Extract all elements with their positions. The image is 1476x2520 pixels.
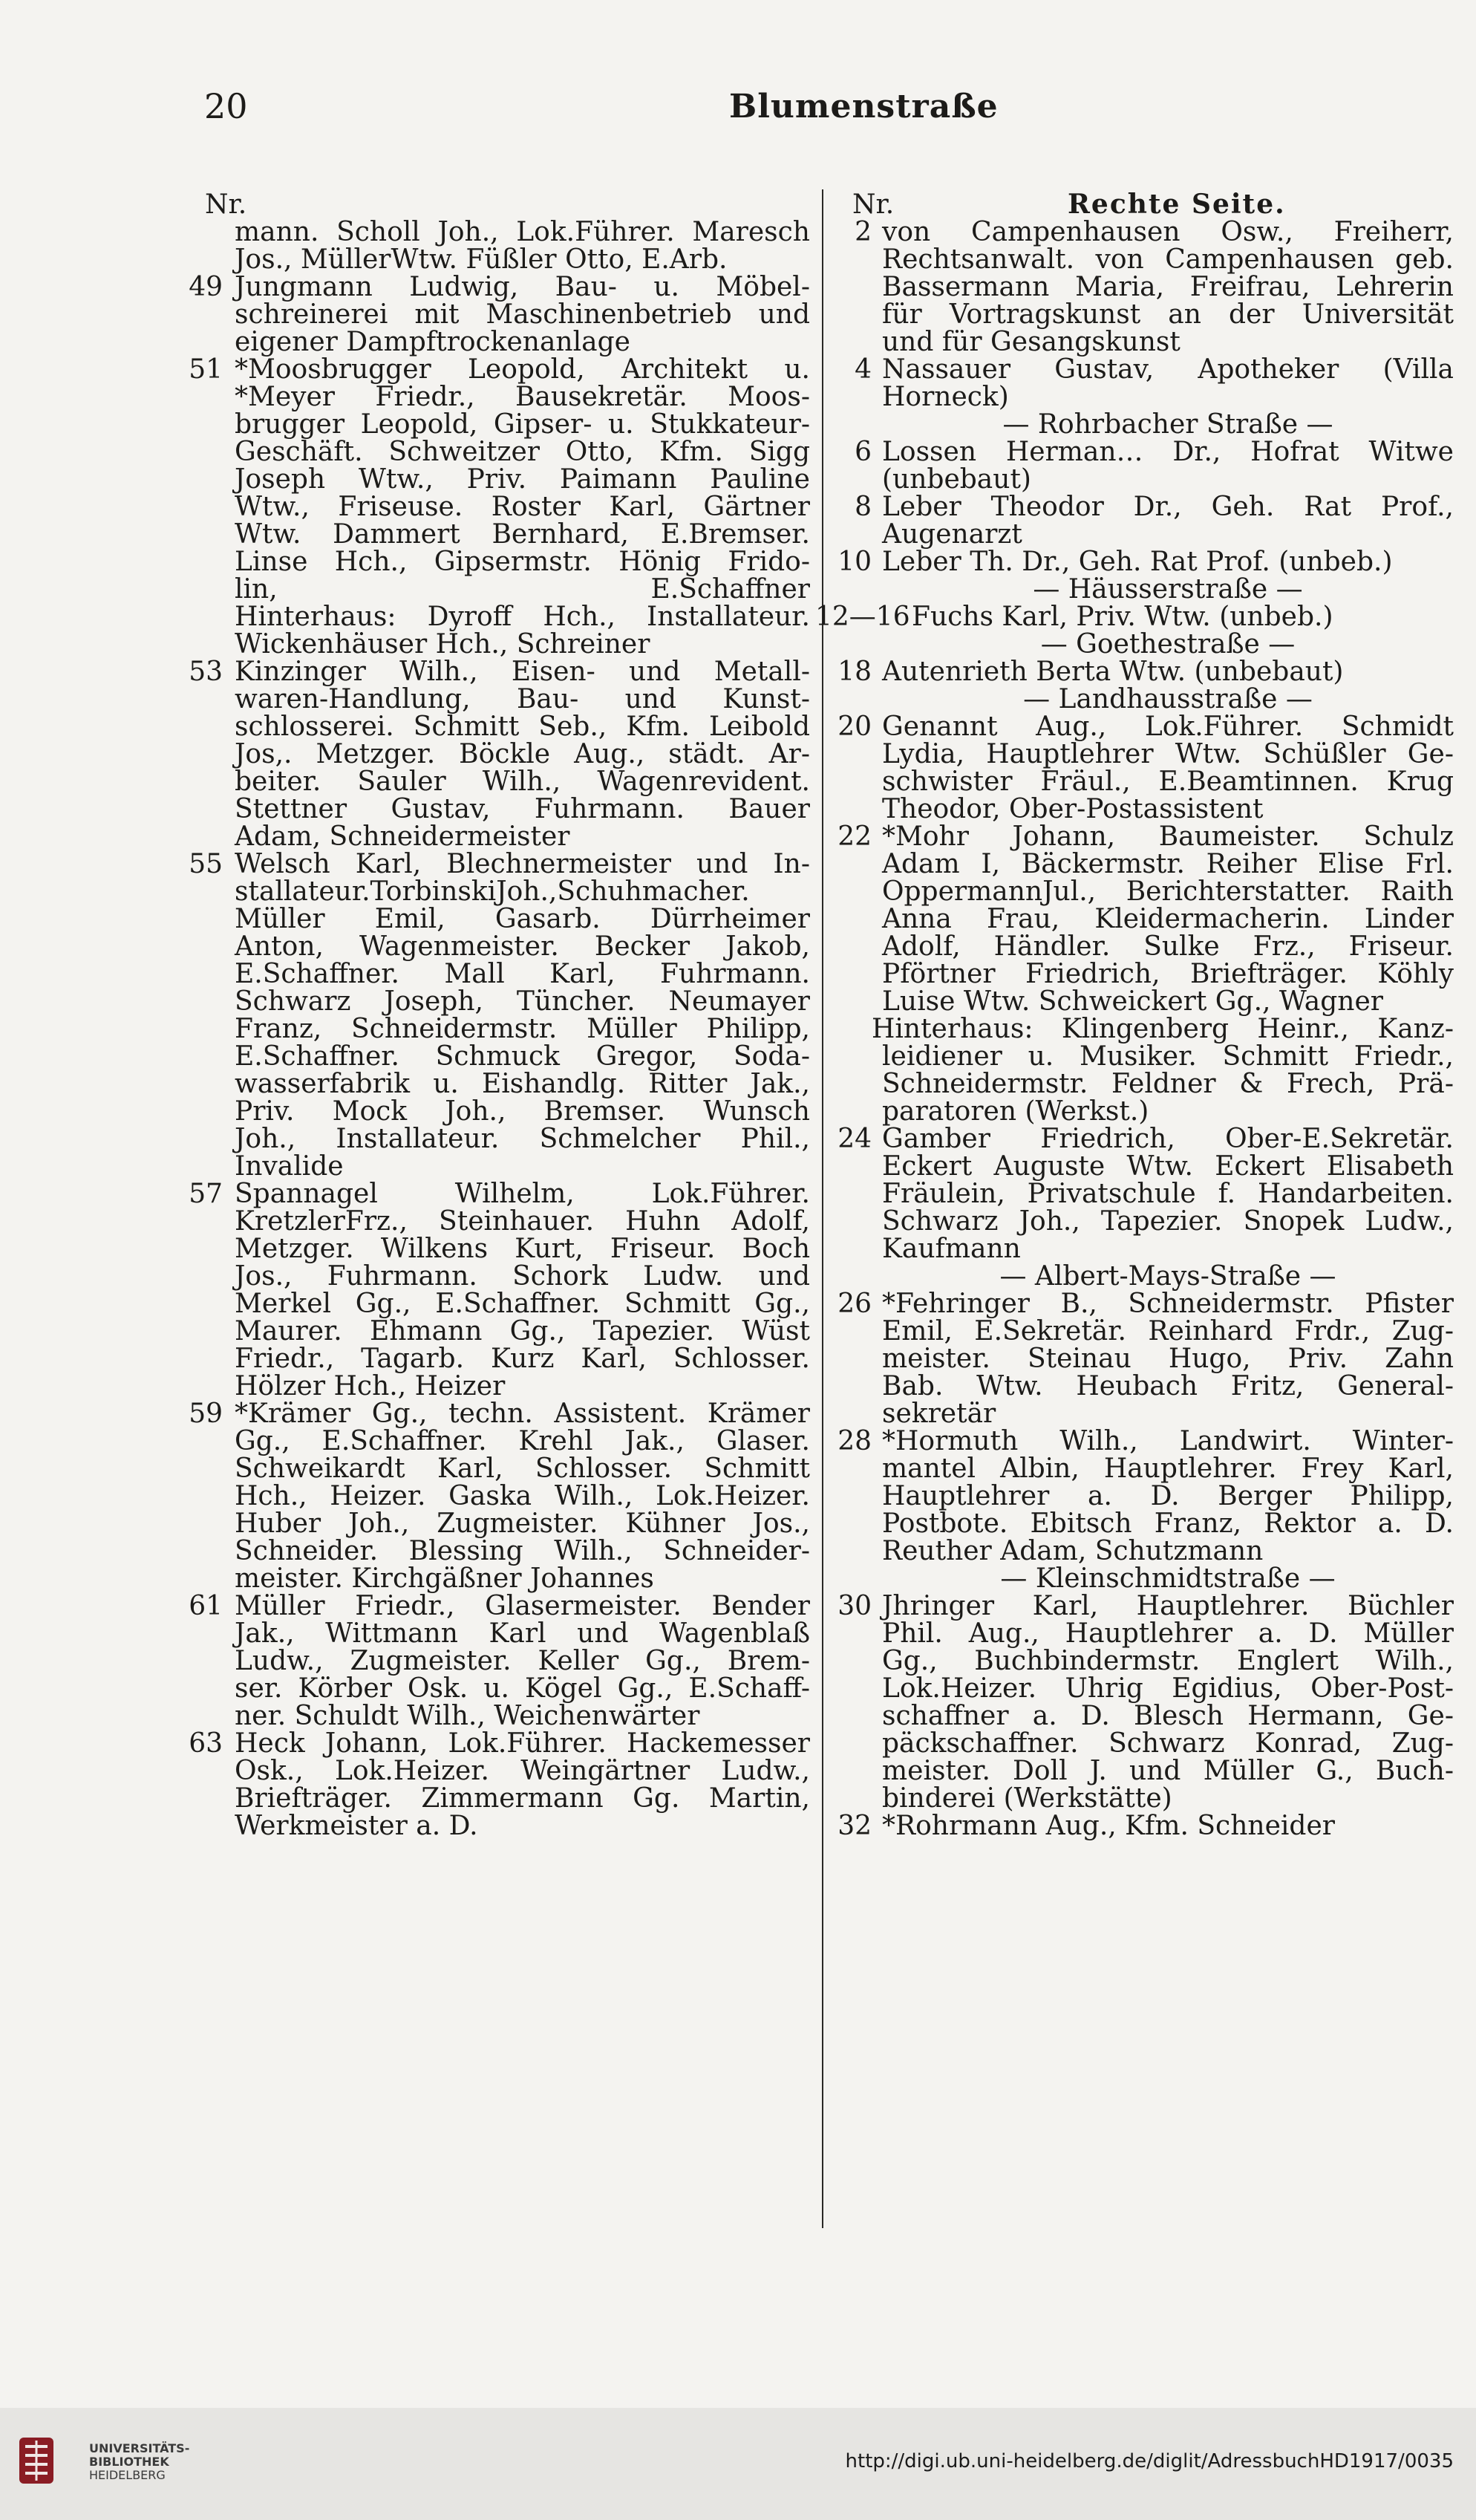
house-number: 61 [189,1591,223,1621]
house-number: 28 [837,1426,872,1456]
entry-line [830,1757,1454,1785]
entry-line [183,1125,810,1153]
entry-text: Wickenhäuser Hch., Schreiner [235,629,650,660]
entry-text: eigener Dampftrockenanlage [235,327,630,357]
entry-line [183,713,810,740]
entry-text: Friedr., Tagarb. Kurz Karl, Schlosser. [235,1344,810,1374]
entry-line [830,686,1454,713]
entry-line [830,521,1454,548]
entry-text: meister. Steinau Hugo, Priv. Zahn [882,1344,1454,1374]
house-number: 51 [189,354,223,385]
house-number: 2 [855,217,872,247]
entry-line [183,1263,810,1290]
entry-text: schlosserei. Schmitt Seb., Kfm. Leibold [235,712,810,742]
entry-text: Hölzer Hch., Heizer [235,1371,506,1401]
house-number: 24 [837,1124,872,1154]
entry-text: *Fehringer B., Schneidermstr. Pfister [882,1289,1454,1319]
entry-text: Genannt Aug., Lok.Führer. Schmidt [882,712,1454,742]
logo-line: BIBLIOTHEK [89,2455,169,2469]
house-number: 59 [189,1399,223,1429]
entry-line [830,960,1454,988]
entry-text: Nassauer Gustav, Apotheker (Villa [882,354,1454,385]
entry-text: für Vortragskunst an der Universität [882,299,1454,330]
entry-line [830,823,1454,850]
entry-line [830,850,1454,878]
entry-line [183,795,810,823]
entry-line [830,631,1454,658]
entry-text: meister. Kirchgäßner Johannes [235,1563,654,1594]
entry-line [830,740,1454,768]
entry-line [830,1345,1454,1373]
entry-line [830,1180,1454,1208]
entry-text: ser. Körber Osk. u. Kögel Gg., E.Schaff- [235,1673,810,1704]
entry-line [830,1098,1454,1125]
house-number: 53 [189,657,223,687]
entry-line [830,1510,1454,1537]
nr-label: Nr. [852,189,895,220]
house-number: 22 [837,821,872,852]
entry-line [830,1290,1454,1318]
entry-text: Briefträger. Zimmermann Gg. Martin, [235,1783,810,1814]
entry-line [815,602,1454,632]
entry-text: Schweikardt Karl, Schlosser. Schmitt [235,1453,810,1484]
entry-text: Autenrieth Berta Wtw. (unbebaut) [882,657,1344,687]
entry-text: Gamber Friedrich, Ober-E.Sekretär. [882,1124,1454,1154]
entry-line [183,1043,810,1070]
entry-line [830,328,1454,356]
entry-text: Wtw. Dammert Bernhard, E.Bremser. [235,519,810,550]
logo-line: HEIDELBERG [89,2468,166,2482]
entry-line [830,1427,1454,1455]
entry-text: Adam, Schneidermeister [235,821,570,852]
entry-text: schwister Fräul., E.Beamtinnen. Krug [882,766,1454,797]
cross-street-label: — Landhausstraße — [1023,684,1313,714]
entry-text: Adolf, Händler. Sulke Frz., Friseur. [882,931,1454,962]
entry-line [183,548,810,576]
entry-line [183,466,810,493]
entry-line [183,1345,810,1373]
entry-text: meister. Doll J. und Müller G., Buch- [882,1756,1454,1786]
entry-text: sekretär [882,1399,996,1429]
entry-line [830,1043,1454,1070]
entry-line [183,1675,810,1702]
entry-text: Lossen Herman… Dr., Hofrat Witwe [882,437,1454,467]
entry-text: *Meyer Friedr., Bausekretär. Moos- [235,382,810,412]
entry-text: Geschäft. Schweitzer Otto, Kfm. Sigg [235,437,810,467]
entry-text: Huber Joh., Zugmeister. Kühner Jos., [235,1508,810,1539]
entry-line [830,1620,1454,1647]
entry-text: Postbote. Ebitsch Franz, Rektor a. D. [882,1508,1454,1539]
entry-line [183,411,810,438]
entry-line [183,1482,810,1510]
entry-text: Jhringer Karl, Hauptlehrer. Büchler [882,1591,1454,1621]
entry-text: Maurer. Ehmann Gg., Tapezier. Wüst [235,1316,810,1347]
entry-line [830,438,1454,466]
entry-text: päckschaffner. Schwarz Konrad, Zug- [882,1728,1454,1759]
entry-line [183,493,810,521]
entry-line [183,1812,810,1840]
entry-line [183,576,810,603]
entry-line [830,905,1454,933]
entry-line [183,356,810,383]
entry-text: waren-Handlung, Bau- und Kunst- [235,684,810,714]
entry-text: Joh., Installateur. Schmelcher Phil., [235,1124,810,1154]
entry-text: beiter. Sauler Wilh., Wagenrevident. [235,766,810,797]
entry-line [183,1400,810,1427]
entry-text: Merkel Gg., E.Schaffner. Schmitt Gg., [235,1289,810,1319]
entry-line [183,1510,810,1537]
entry-text: Linse Hch., Gipsermstr. Hönig Frido- [235,547,810,577]
entry-line [183,328,810,356]
entry-text: Bab. Wtw. Heubach Fritz, General- [882,1371,1454,1401]
entry-text: Emil, E.Sekretär. Reinhard Frdr., Zug- [882,1316,1454,1347]
entry-text: Müller Emil, Gasarb. Dürrheimer [235,904,810,934]
entry-text: Rechtsanwalt. von Campenhausen geb. [882,244,1454,275]
entry-text: (unbebaut) [882,464,1031,495]
entry-line [830,1730,1454,1757]
house-number: 49 [189,272,223,302]
entry-text: *Hormuth Wilh., Landwirt. Winter- [882,1426,1454,1456]
cross-street-label: — Häusserstraße — [1033,574,1303,605]
entry-line [183,1290,810,1318]
house-number: 10 [837,547,872,577]
entry-text: Leber Theodor Dr., Geh. Rat Prof., [882,492,1454,522]
right-entries [815,217,1454,1841]
entry-line [183,933,810,960]
source-link[interactable]: http://digi.ub.uni-heidelberg.de/diglit/AdressbuchHD1917/0035 [845,2450,1454,2472]
logo-wordmark [89,2442,189,2482]
entry-line [830,1318,1454,1345]
left-column-header [183,191,810,218]
entry-line [183,686,810,713]
house-number: 30 [837,1591,872,1621]
entry-line [183,1730,810,1757]
entry-line [830,1675,1454,1702]
entry-text: Jos,. Metzger. Böckle Aug., städt. Ar- [235,739,810,769]
entry-line [183,301,810,328]
house-number: 26 [837,1289,872,1319]
entry-line [183,768,810,795]
entry-line [183,988,810,1015]
entry-text: Ludw., Zugmeister. Keller Gg., Brem- [235,1646,810,1676]
entry-line [183,1208,810,1235]
entry-line [830,1482,1454,1510]
entry-text: Theodor, Ober-Postassistent [882,794,1264,824]
entry-text: Kaufmann [882,1234,1021,1264]
entry-text: Luise Wtw. Schweickert Gg., Wagner [882,986,1383,1017]
entry-line [830,1373,1454,1400]
entry-line [830,1785,1454,1812]
entry-text: Jak., Wittmann Karl und Wagenblaß [235,1618,810,1649]
entry-text: *Krämer Gg., techn. Assistent. Krämer [235,1399,810,1429]
entry-text: brugger Leopold, Gipser- u. Stukkateur- [235,409,810,440]
house-number: 32 [837,1811,872,1841]
entry-text: Müller Friedr., Glasermeister. Bender [235,1591,810,1621]
entry-line [830,1070,1454,1098]
entry-line [830,218,1454,246]
entry-line [830,1702,1454,1730]
entry-line [830,246,1454,273]
entry-text: mann. Scholl Joh., Lok.Führer. Maresch [235,217,810,247]
entry-text: Fuchs Karl, Priv. Wtw. (unbeb.) [912,602,1333,632]
entry-text: Hinterhaus: Klingenberg Heinr., Kanz- [872,1014,1454,1044]
entry-line [183,631,810,658]
entry-line [183,1702,810,1730]
entry-text: von Campenhausen Osw., Freiherr, [882,217,1454,247]
entry-text: Hinterhaus: Dyroff Hch., Installateur. [235,602,810,632]
cross-street-label: — Rohrbacher Straße — [1002,409,1333,440]
entry-text: *Mohr Johann, Baumeister. Schulz [882,821,1454,852]
entry-line [183,1620,810,1647]
entry-text: paratoren (Werkst.) [882,1096,1149,1127]
entry-line [183,1592,810,1620]
entry-line [830,1400,1454,1427]
entry-line [183,383,810,411]
logo-line: UNIVERSITÄTS- [89,2441,190,2455]
entry-line [183,273,810,301]
entry-line [183,218,810,246]
entry-text: E.Schaffner. Mall Karl, Fuhrmann. [235,959,810,989]
house-number: 57 [189,1179,223,1209]
entry-text: Gg., E.Schaffner. Krehl Jak., Glaser. [235,1426,810,1456]
entry-text: Spannagel Wilhelm, Lok.Führer. [235,1179,810,1209]
entry-text: Adam I, Bäckermstr. Reiher Elise Frl. [882,849,1454,879]
entry-text: und für Gesangskunst [882,327,1181,357]
entry-line [830,273,1454,301]
entry-line [830,878,1454,905]
house-number: 4 [855,354,872,385]
right-column-header [830,191,1454,218]
entry-text: Priv. Mock Joh., Bremser. Wunsch [235,1096,810,1127]
entry-line [183,823,810,850]
entry-text: Metzger. Wilkens Kurt, Friseur. Boch [235,1234,810,1264]
entry-text: Hauptlehrer a. D. Berger Philipp, [882,1481,1454,1511]
entry-line [183,1757,810,1785]
entry-text: Reuther Adam, Schutzmann [882,1536,1264,1566]
entry-line [183,1235,810,1263]
entry-line [183,1537,810,1565]
entry-line [183,1318,810,1345]
running-title: Blumenstraße [729,88,999,126]
entry-text: Wtw., Friseuse. Roster Karl, Gärtner [235,492,810,522]
entry-text: Joseph Wtw., Priv. Paimann Pauline [235,464,810,495]
entry-line [830,1812,1454,1840]
right-column [815,189,1454,1841]
entry-text: OppermannJul., Berichterstatter. Raith [882,876,1454,907]
entry-text: Lydia, Hauptlehrer Wtw. Schüßler Ge- [882,739,1454,769]
entry-line [830,1647,1454,1675]
entry-line [183,1373,810,1400]
cross-street-label: — Kleinschmidtstraße — [1000,1563,1336,1594]
entry-text: Bassermann Maria, Freifrau, Lehrerin [882,272,1454,302]
entry-line [830,658,1454,686]
entry-line [830,768,1454,795]
entry-text: Schwarz Joseph, Tüncher. Neumayer [235,986,810,1017]
entry-line [183,1565,810,1592]
entry-text: Schwarz Joh., Tapezier. Snopek Ludw., [882,1206,1454,1237]
entry-line [183,438,810,466]
left-entries [183,218,810,1840]
entry-text: *Rohrmann Aug., Kfm. Schneider [882,1811,1335,1841]
entry-text: Lok.Heizer. Uhrig Egidius, Ober-Post- [882,1673,1454,1704]
entry-text: mantel Albin, Hauptlehrer. Frey Karl, [882,1453,1454,1484]
entry-text: Invalide [235,1151,344,1182]
entry-line [183,850,810,878]
entry-text: Stettner Gustav, Fuhrmann. Bauer [235,794,810,824]
entry-line [830,493,1454,521]
entry-line [183,905,810,933]
entry-line [830,1153,1454,1180]
entry-text: Franz, Schneidermstr. Müller Philipp, [235,1014,810,1044]
entry-text: lin, E.Schaffner [235,574,810,605]
entry-line [183,1015,810,1043]
entry-text: Fräulein, Privatschule f. Handarbeiten. [882,1179,1454,1209]
entry-line [830,356,1454,383]
entry-text: Anton, Wagenmeister. Becker Jakob, [235,931,810,962]
entry-line [183,1153,810,1180]
entry-line [183,603,810,631]
entry-text: Augenarzt [882,519,1022,550]
entry-text: schreinerei mit Maschinenbetrieb und [235,299,810,330]
entry-line [830,988,1454,1015]
entry-line [830,1235,1454,1263]
house-number: 12—16 [815,602,910,632]
entry-text: Horneck) [882,382,1009,412]
entry-line [830,383,1454,411]
entry-text: wasserfabrik u. Eishandlg. Ritter Jak., [235,1069,810,1099]
house-number: 20 [837,712,872,742]
entry-line [830,1263,1454,1290]
nr-label: Nr. [205,189,247,220]
entry-line [183,1070,810,1098]
entry-text: Eckert Auguste Wtw. Eckert Elisabeth [882,1151,1454,1182]
entry-text: Kinzinger Wilh., Eisen- und Metall- [235,657,810,687]
entry-text: Jos., MüllerWtw. Füßler Otto, E.Arb. [235,244,728,275]
house-number: 6 [855,437,872,467]
left-column [183,191,810,1840]
entry-line [183,1785,810,1812]
house-number: 63 [189,1728,223,1759]
entry-text: Osk., Lok.Heizer. Weingärtner Ludw., [235,1756,810,1786]
entry-line [183,1647,810,1675]
entry-line [830,576,1454,603]
entry-text: Leber Th. Dr., Geh. Rat Prof. (unbeb.) [882,547,1393,577]
entry-text: Heck Johann, Lok.Führer. Hackemesser [235,1728,810,1759]
entry-line [830,1455,1454,1482]
entry-text: binderei (Werkstätte) [882,1783,1172,1814]
cross-street-label: — Goethestraße — [1040,629,1296,660]
house-number: 18 [837,657,872,687]
entry-line [183,1180,810,1208]
house-number: 8 [855,492,872,522]
entry-text: Jos., Fuhrmann. Schork Ludw. und [235,1261,810,1292]
entry-line [183,246,810,273]
entry-line [183,740,810,768]
entry-text: Phil. Aug., Hauptlehrer a. D. Müller [882,1618,1454,1649]
house-number: 55 [189,849,223,879]
entry-line [830,1015,1454,1043]
entry-text: Werkmeister a. D. [235,1811,478,1841]
entry-line [183,878,810,905]
entry-text: Hch., Heizer. Gaska Wilh., Lok.Heizer. [235,1481,810,1511]
entry-text: schaffner a. D. Blesch Hermann, Ge- [882,1701,1454,1731]
entry-line [183,658,810,686]
entry-text: Anna Frau, Kleidermacherin. Linder [882,904,1454,934]
entry-line [830,466,1454,493]
entry-line [830,713,1454,740]
entry-line [830,411,1454,438]
entry-line [830,1208,1454,1235]
footer-bar [0,2408,1476,2520]
side-title: Rechte Seite. [1068,189,1286,220]
entry-line [183,1455,810,1482]
entry-line [183,1427,810,1455]
entry-text: leidiener u. Musiker. Schmitt Friedr., [882,1041,1454,1072]
entry-text: stallateur.TorbinskiJoh.,Schuhmacher. [235,876,750,907]
entry-text: E.Schaffner. Schmuck Gregor, Soda- [235,1041,810,1072]
entry-line [183,521,810,548]
cross-street-label: — Albert-Mays-Straße — [999,1261,1336,1292]
entry-line [830,1565,1454,1592]
page-number: 20 [204,86,248,126]
entry-text: KretzlerFrz., Steinhauer. Huhn Adolf, [235,1206,810,1237]
entry-text: Schneider. Blessing Wilh., Schneider- [235,1536,810,1566]
entry-line [830,1125,1454,1153]
entry-line [830,1537,1454,1565]
entry-line [830,301,1454,328]
entry-text: ner. Schuldt Wilh., Weichenwärter [235,1701,700,1731]
entry-text: Gg., Buchbindermstr. Englert Wilh., [882,1646,1454,1676]
entry-line [830,548,1454,576]
entry-line [830,795,1454,823]
entry-text: Jungmann Ludwig, Bau- u. Möbel- [235,272,810,302]
entry-text: *Moosbrugger Leopold, Architekt u. [235,354,810,385]
entry-text: Schneidermstr. Feldner & Frech, Prä- [882,1069,1454,1099]
entry-line [830,1592,1454,1620]
entry-line [183,1098,810,1125]
entry-line [830,933,1454,960]
entry-text: Welsch Karl, Blechnermeister und In- [235,849,810,879]
entry-line [183,960,810,988]
entry-text: Pförtner Friedrich, Briefträger. Köhly [882,959,1454,989]
